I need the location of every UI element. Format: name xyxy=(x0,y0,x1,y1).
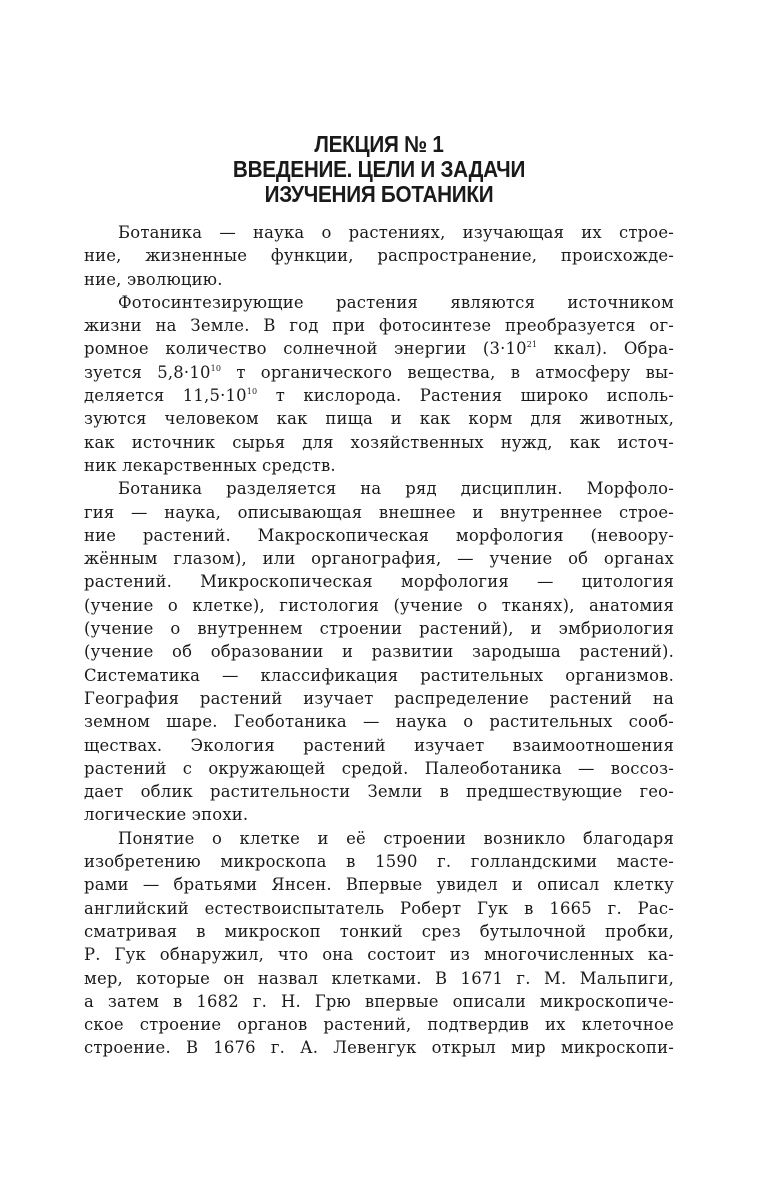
text-line-with-exponent xyxy=(84,337,674,360)
text-line: Систематика — классификация растительных организмов. xyxy=(84,665,674,685)
text-line: растений с окружающей средой. Палеоботаника — воссоз- xyxy=(84,758,674,778)
text-line: Р. Гук обнаружил, что она состоит из многочисленных ка- xyxy=(84,945,674,965)
text-line: логические эпохи. xyxy=(84,805,249,825)
text-line: География растений изучает распределение растений на xyxy=(84,688,674,708)
text-line: рами — братьями Янсен. Впервые увидел и описал клетку xyxy=(84,875,674,895)
text-line-with-exponent xyxy=(84,384,674,407)
lecture-body xyxy=(84,221,674,1060)
text-line: земном шаре. Геоботаника — наука о растительных сооб- xyxy=(84,712,674,732)
text-line: ние, эволюцию. xyxy=(84,269,223,289)
text-line: ник лекарственных средств. xyxy=(84,455,336,475)
text-line: (учение об образовании и развитии зародыша растений). xyxy=(84,642,674,662)
text-fragment: зуется 5,8·10 xyxy=(84,362,211,382)
page xyxy=(84,132,674,1060)
heading-line-title: ВВЕДЕНИЕ. ЦЕЛИ И ЗАДАЧИ xyxy=(232,156,526,182)
text-line: сматривая в микроскоп тонкий срез бутылочной пробки, xyxy=(84,921,674,941)
text-line: а затем в 1682 г. Н. Грю впервые описали микроскопиче- xyxy=(84,991,674,1011)
text-line: гия — наука, описывающая внешнее и внутреннее строе- xyxy=(84,502,674,522)
text-line: Фотосинтезирующие растения являются источником xyxy=(118,292,674,312)
text-line: Ботаника разделяется на ряд дисциплин. Морфоло- xyxy=(118,479,674,499)
text-fragment: т органического вещества, в атмосферу вы- xyxy=(221,362,674,382)
paragraph-photosynthesis xyxy=(84,291,674,477)
text-fragment: т кислорода. Растения широко исполь- xyxy=(257,386,674,406)
text-line: Ботаника — наука о растениях, изучающая их строе- xyxy=(118,223,674,242)
text-line: дает облик растительности Земли в предшествующие гео- xyxy=(84,782,674,802)
exponent: 10 xyxy=(210,363,222,373)
text-line: ние, жизненные функции, распространение, происхожде- xyxy=(84,246,674,266)
exponent: 10 xyxy=(246,387,258,397)
text-line: изобретению микроскопа в 1590 г. голландскими масте- xyxy=(84,852,674,872)
paragraph-disciplines xyxy=(84,477,674,826)
text-line: мер, которые он назвал клетками. В 1671 г. М. Мальпиги, xyxy=(84,968,674,988)
text-line: ское строение органов растений, подтвердив их клеточное xyxy=(84,1015,674,1035)
text-line: жизни на Земле. В год при фотосинтезе преобразуется ог- xyxy=(84,316,674,336)
text-fragment: деляется 11,5·10 xyxy=(84,386,247,406)
text-line: (учение о внутреннем строении растений), и эмбриология xyxy=(84,619,674,639)
text-line: строение. В 1676 г. А. Левенгук открыл мир микроскопи- xyxy=(84,1038,674,1058)
text-line: как источник сырья для хозяйственных нужд, как источ- xyxy=(84,432,674,452)
text-line-with-exponent xyxy=(84,361,674,384)
text-line: растений. Микроскопическая морфология — цитология xyxy=(84,572,674,592)
text-line: ществах. Экология растений изучает взаимоотношения xyxy=(84,735,674,755)
text-line: (учение о клетке), гистология (учение о тканях), анатомия xyxy=(84,595,674,615)
lecture-heading xyxy=(114,132,645,207)
text-fragment: ромное количество солнечной энергии (3·10 xyxy=(84,339,527,359)
paragraph-definition xyxy=(84,221,674,291)
text-line: английский естествоиспытатель Роберт Гук в 1665 г. Рас- xyxy=(84,898,674,918)
exponent: 21 xyxy=(526,340,538,350)
text-line: Понятие о клетке и её строении возникло благодаря xyxy=(118,828,674,848)
text-line: зуются человеком как пища и как корм для животных, xyxy=(84,409,674,429)
heading-line-subtitle: ИЗУЧЕНИЯ БОТАНИКИ xyxy=(264,181,494,207)
paragraph-cell-history xyxy=(84,827,674,1060)
heading-line-lecture-number: ЛЕКЦИЯ № 1 xyxy=(314,131,444,157)
text-fragment: ккал). Обра- xyxy=(537,339,675,359)
text-line: жённым глазом), или органография, — учение об органах xyxy=(84,549,674,569)
text-line: ние растений. Макроскопическая морфология (невоору- xyxy=(84,525,674,545)
